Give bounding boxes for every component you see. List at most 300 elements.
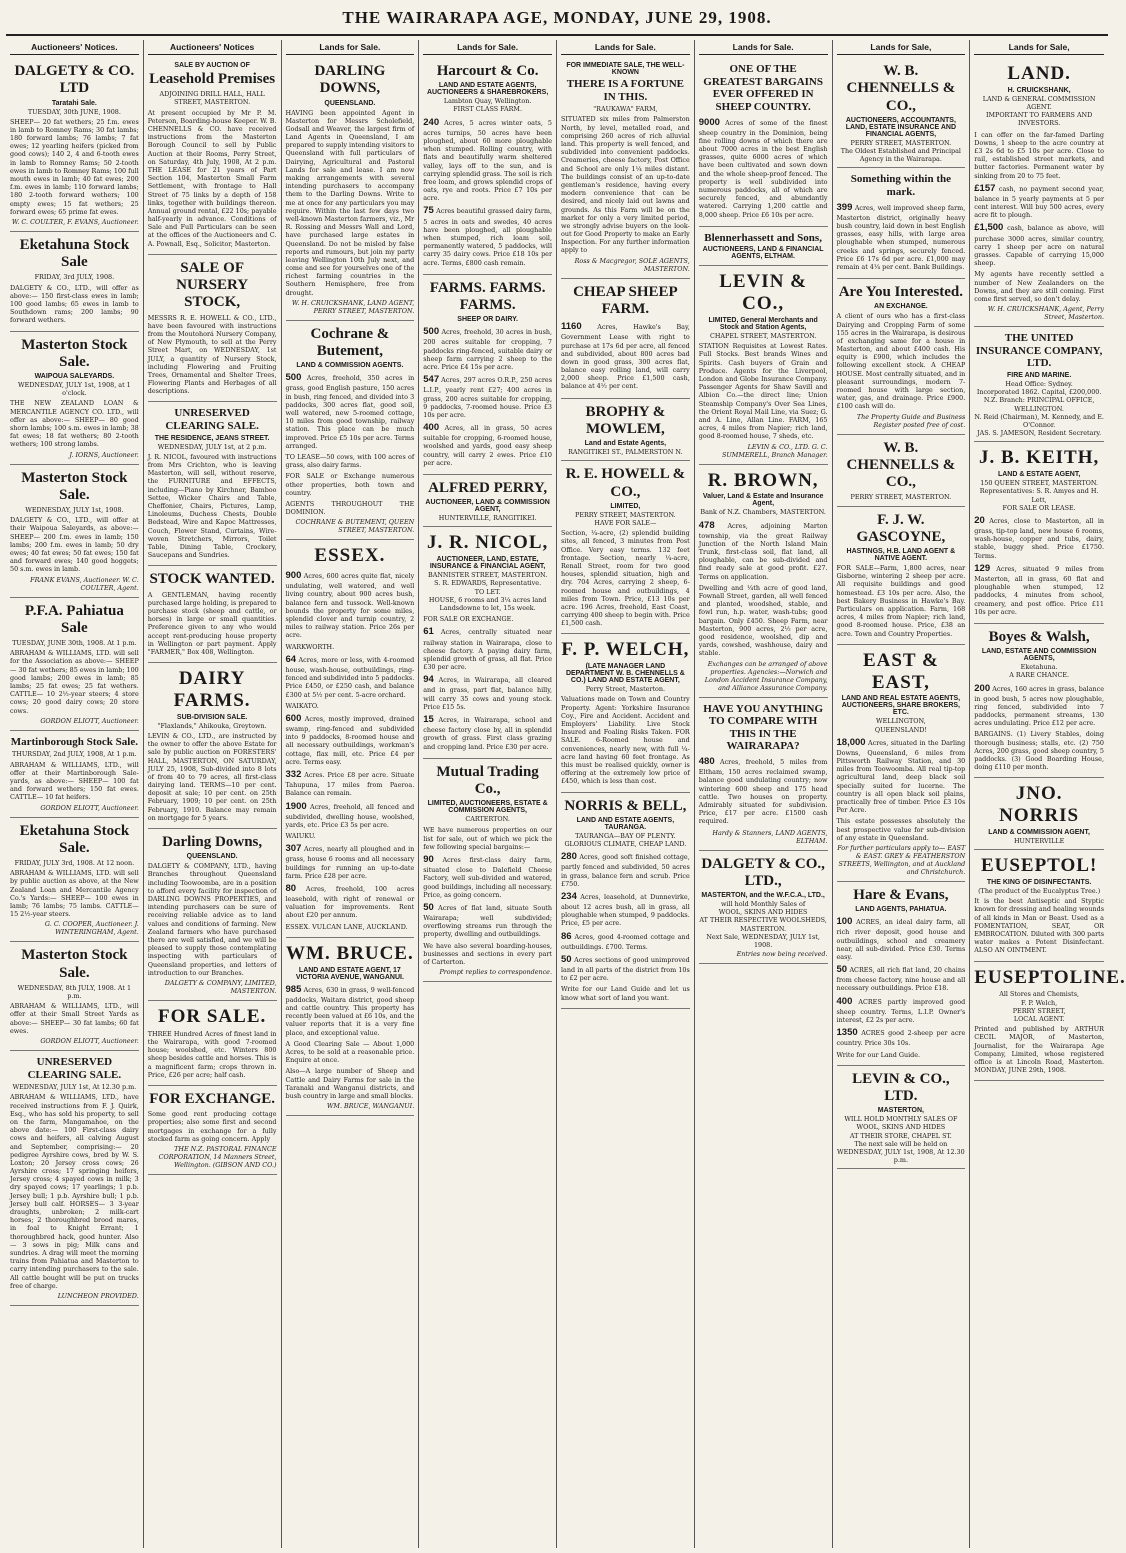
property-listing	[286, 832, 415, 840]
ad-subheading: LIMITED, AUCTIONEERS, ESTATE & COMMISSION AGENTS,	[427, 800, 548, 815]
property-listing	[423, 826, 552, 851]
ad-signature: GORDON ELIOTT, Auctioneer.	[40, 803, 139, 812]
listing-text: WAIKATO.	[285, 701, 319, 710]
ad-body: DALGETY & COMPANY, LTD., having Branches throughout Queensland including Toowoomba, are in a position to afford every facility for inspection of DARLING DOWNS PROPERTIES, and intending purchasers can be sure of receiving reliable advice as to land values and conditions of farming. New Zealand farmers who have purchased there are well satisfied, and we will be pleased to supply those contemplating inspecting with particulars of Queensland properties, and letters of introduction to our Branches.	[147, 862, 277, 977]
property-listing	[699, 520, 828, 581]
ad-subheading: AUCTIONEERS, LAND & FINANCIAL AGENTS, ELTHAM.	[702, 246, 824, 261]
ad-subheading: AUCTIONEERS, ACCOUNTANTS, LAND, ESTATE INSURANCE AND FINANCIAL AGENTS,	[845, 116, 957, 138]
advertisement	[837, 882, 966, 1066]
property-listing	[423, 626, 552, 671]
listing-figure: 400	[423, 422, 440, 434]
advertisement	[10, 232, 139, 332]
listing-figure: £157	[974, 182, 996, 194]
listing-figure: 1160	[561, 321, 582, 333]
ad-subheading: LAND AND ESTATE AGENT, 17 VICTORIA AVENUE, WANGANUI.	[295, 966, 404, 981]
advertisement	[974, 58, 1104, 327]
property-listing	[561, 931, 690, 951]
ad-heading: Are You Interested.	[838, 284, 964, 301]
listing-figure: 547	[423, 374, 440, 386]
ad-body: A client of ours who has a first-class Dairying and Cropping Farm of some 155 acres in the Wairarapa, is desirous of exchanging same for a house in Masterton, and about £400 cash. His equity is £900, which includes the following excellent stock. A CHEAP HOUSE. Most centrally situated, and in pleasant surroundings, modern 7-roomed house with large section, water, gas, and drainage. Price £900. £100 cash will do.	[836, 312, 966, 411]
ad-heading: Mutual Trading Co.,	[436, 763, 539, 797]
ad-line: S. R. EDWARDS, Representative.	[434, 579, 542, 588]
listing-text: FOR SALE OR EXCHANGE.	[423, 615, 514, 624]
ad-heading: NORRIS & BELL,	[564, 797, 687, 814]
advertisement	[561, 279, 690, 399]
property-listing	[423, 422, 552, 467]
ad-body: This estate possesses absolutely the best prospective value for sub-division of any estate in Queensland.	[836, 817, 966, 842]
ad-line: Next Sale, WEDNESDAY, JULY 1st, 1908.	[706, 932, 820, 950]
advertisement	[423, 759, 552, 982]
advertisement	[699, 58, 828, 227]
ad-line: WOOL, SKINS AND HIDES	[718, 908, 808, 917]
listing-figure: 500	[285, 372, 302, 384]
advertisement	[10, 465, 139, 598]
advertisement	[286, 540, 415, 938]
ad-line: FRIDAY, 3rd JULY, 1908.	[34, 273, 115, 282]
ad-heading: LEVIN & CO.,	[719, 271, 807, 315]
ad-heading: HAVE YOU ANYTHING TO COMPARE WITH THIS IN THE WAIRARAPA?	[703, 702, 824, 753]
ad-line: The Oldest Established and Principal Agency in the Wairarapa.	[840, 146, 961, 164]
ad-line: PERRY STREET, MASTERTON.	[850, 493, 952, 502]
ad-heading: Darling Downs,	[162, 834, 263, 851]
property-listing	[286, 769, 415, 798]
ad-line: FIRST CLASS FARM.	[453, 105, 522, 114]
listing-figure: 1900	[285, 800, 307, 812]
advertisement	[10, 332, 139, 465]
listing-text: Acres, in Wairarapa, all cleared and in grass, part flat, balance hilly, will carry 35 cows and young stock. Price £15 5s.	[423, 676, 552, 711]
ad-line: HUNTERVILLE, RANGITIKEI.	[438, 514, 537, 523]
ad-subheading: LAND AND ESTATE AGENTS, TAURANGA.	[576, 816, 675, 831]
listing-figure: 86	[561, 930, 572, 942]
advertisement	[10, 1051, 139, 1306]
masthead-rule	[6, 34, 1108, 36]
ad-line: HUNTERVILLE	[1013, 837, 1065, 846]
advertisement	[148, 255, 277, 403]
ad-line: TAURANGA—BAY OF PLENTY.	[575, 831, 676, 840]
ad-signature: W. H. CRUICKSHANK, LAND AGENT, PERRY STREET, MASTERTON.	[291, 298, 415, 315]
listing-figure: 64	[285, 653, 297, 665]
page-column	[282, 40, 420, 1548]
ad-line: Representatives: S. R. Amyes and H. Lett,	[979, 487, 1099, 504]
advertisement	[10, 731, 139, 818]
ad-subheading: LIMITED, General Merchants and Stock and Station Agents,	[708, 317, 818, 332]
ad-line: N.Z. Branch: PRINCIPAL OFFICE, WELLINGTON.	[983, 396, 1095, 413]
listing-text: Acres, Hawke's Bay, Government Lease with right to purchase at 17s 6d per acre, all fenced and subdivided, about 800 acres bad down in good grass, 300 acres flat, balance easy rolling land, will carry 2,000 sheep. Price £1,500 cash, balance at 4½ per cent.	[561, 323, 690, 391]
ad-body: My agents have recently settled a number of New Zealanders on the Downs, and they are still coming. First come first served, so don't delay.	[974, 270, 1104, 303]
listing-text: FOR SALE or Exchange numerous other properties, both town and country.	[285, 472, 415, 497]
column-header: Auctioneers' Notices	[148, 40, 277, 55]
listing-figure: 15	[423, 714, 434, 725]
property-listing	[286, 883, 415, 920]
property-listing	[837, 964, 966, 993]
ad-body: ABRAHAM & WILLIAMS, LTD. will sell by public auction as above, at the New Zealand Loan and Mercantile Agency Co.'s Yards:— SHEEP— 100 ewes in lamb; 76 lambs; 75 lambs. CATTLE— 15 2½-year steers.	[10, 869, 139, 919]
ad-subheading: AUCTIONEER, LAND, ESTATE, INSURANCE & FINANCIAL AGENT,	[429, 556, 546, 571]
ad-heading: Masterton Stock Sale.	[21, 336, 128, 370]
advertisement	[286, 938, 415, 1116]
ad-signature: THE N.Z. PASTORAL FINANCE CORPORATION, 14 Manners Street, Wellington. (GIBSON AND CO.)	[158, 1144, 277, 1169]
listing-figure: 399	[836, 201, 853, 213]
ad-heading: FOR EXCHANGE.	[149, 1090, 276, 1107]
ad-body: ESSEX. VULCAN LANE, AUCKLAND.	[285, 922, 408, 931]
ad-signature: W. C. COULTER, F. EVANS, Auctioneer.	[11, 217, 139, 226]
advertisement	[699, 227, 828, 267]
property-listing	[286, 713, 415, 766]
property-listing	[974, 222, 1104, 267]
listing-text: Acres, 160 acres in grass, balance in good bush, 5 acres now ploughable, ring fenced, subdivided into 7 paddocks, permanent streams, 130 acres undulating. Price £12 per acre.	[974, 684, 1104, 728]
ad-subheading: AN EXCHANGE.	[874, 303, 928, 311]
advertisement	[837, 1066, 966, 1170]
ad-line: "Flaxlands," Ahikouka, Greytown.	[157, 721, 267, 730]
listing-figure: 500	[423, 326, 440, 338]
ad-signature: LEVIN & CO., LTD. G. C. SUMMERELL, Branch Manager.	[722, 442, 828, 459]
ad-body: ABRAHAM & WILLIAMS, LTD., have received instructions from F. J. Quirk, Esq., who has sold his property, to sell on the farm, Mangamahoe, on the above date:— 100 First-class dairy cows and heifers, all calving August and September, comprising:— 20 pedigree Ayrshire cows, bred by W. S. Loxton; 20 Jersey cross cows; 26 Ayrshire cross; 17 springing heifers, Jersey cross; 4 spayed cows in milk; 3 dry spayed cows; 17 yearlings; 1 p.b. Jersey bull; 1 p.b. Ayrshire bull; 1 p.b. Jersey bull calf. HORSES— 3 3-year draughts, unbroken; 2 milk-cart horses; 2 thoroughbred brood mares, in foal to Knight Errant; 1 thoroughbred hack, good hunter. Also— 3 sows in pig; Milk cans and sundries. A drag will meet the morning trains from Pahiatua and Masterton to carry intending purchasers to the sale. All cattle bought will be put on trucks free of charge.	[10, 1093, 139, 1290]
ad-heading: FARMS. FARMS. FARMS.	[429, 279, 546, 313]
ad-line: WEDNESDAY, JULY 1st, At 12.30 p.m.	[12, 1083, 137, 1092]
ad-heading: SALE OF NURSERY STOCK,	[176, 259, 249, 311]
listing-figure: 332	[285, 768, 302, 780]
ad-body: BARGAINS. (1) Livery Stables, doing thorough business; stalls, etc. (2) 750 Acres, 200 grass, good sheep country, 5 paddocks. (3) Good Boarding House, doing £110 per month.	[974, 730, 1104, 772]
ad-line: All Stores and Chemists,	[999, 990, 1080, 999]
listing-text: Acres first-class dairy farm, situated close to Dalefield Cheese Factory, well sub-divided and watered, good buildings, including all necessary. Price, as going concern.	[423, 855, 552, 899]
page-column	[144, 40, 282, 1548]
property-listing	[423, 902, 552, 939]
ad-line: CARTERTON.	[465, 815, 510, 824]
masthead	[0, 0, 1114, 40]
advertisement	[286, 321, 415, 540]
ad-heading: Leasehold Premises	[149, 71, 276, 87]
ad-heading: STOCK WANTED.	[149, 571, 275, 588]
columns	[6, 40, 1126, 1548]
property-listing	[561, 321, 690, 390]
ad-subheading: AUCTIONEER, LAND & COMMISSION AGENT,	[425, 499, 550, 514]
ad-heading: EUSEPTOLINE.	[974, 966, 1126, 988]
ad-heading: ALFRED PERRY,	[428, 479, 548, 496]
advertisement	[699, 698, 828, 851]
ad-body: Valuations made on Town and Country Property. Agent: Yorkshire Insurance Coy., Fire and Accident. Accident and Employers' Liability. Live Stock Insured and Foaling Risks Taken. FOR SALE. 6-Roomed house and conveniences, nearly new, with full ¼-acre land having 60 feet frontage. As this must be realised quickly, owner is offering at the extremely low price of £450, which is less than cost.	[561, 695, 690, 786]
listing-text: Acres, freehold, 5 miles from Eltham, 150 acres reclaimed swamp, balance good undulating country; now wintering 600 sheep and 175 head cattle. Two houses on property. Admirably situated for subdivision. Price, £17 per acre. £1500 cash required.	[698, 758, 828, 826]
ad-body: FOR SALE—Farm, 1,800 acres, near Gisborne, wintering 2 sheep per acre. All requisite buildings and good homestead. £3 10s per acre. Also, the best Bakery Business in Hawke's Bay. Particulars on application. Farm, 168 acres, 4 miles from Napier; rich land, good 8-roomed house. Price, £38 an acre. Town and Country Properties.	[836, 564, 966, 638]
ad-body: Write for our Land Guide.	[836, 1050, 921, 1059]
ad-line: WEDNESDAY, JULY 1st, 1908.	[25, 506, 124, 515]
advertisement	[837, 435, 966, 507]
listing-text: Acres, freehold, 100 acres leasehold, with right of renewal or valuation for improvements. Rent about £20 per annum.	[285, 884, 415, 920]
listing-figure: £1,500	[974, 222, 1004, 234]
ad-heading: Blennerhassett and Sons,	[704, 231, 822, 244]
advertisement	[699, 465, 828, 698]
ad-subheading: LAND, ESTATE AND COMMISSION AGENTS,	[981, 648, 1097, 663]
listing-text: Acres, more or less, with 4-roomed house, wash-house, outbuildings, ring-fenced and subdivided into 5 paddocks. Price £450, or £250 cash, and balance £300 at 5½ per cent. 5-acre orchard.	[285, 655, 415, 699]
listing-text: Acres, freehold, all fenced and subdivided, dwelling house, woolshed, yards, etc. Price £3 5s per acre.	[285, 802, 415, 829]
listing-figure: 50	[561, 953, 572, 965]
ad-signature: Exchanges can be arranged of above properties. Agencies:—Norwich and London Accident Insurance Company, and Alliance Assurance Company.	[704, 659, 828, 692]
ad-subheading: (LATE MANAGER LAND DEPARTMENT W. B. CHENNELLS & CO.) LAND AND ESTATE AGENT,	[565, 663, 685, 685]
property-listing	[423, 674, 552, 711]
property-listing	[837, 1027, 966, 1047]
property-listing	[837, 737, 966, 815]
ad-heading: ONE OF THE GREATEST BARGAINS EVER OFFERED IN SHEEP COUNTRY.	[703, 63, 823, 113]
listing-figure: 9000	[698, 116, 720, 128]
ad-line: WEDNESDAY, 8th JULY, 1908. At 1 p.m.	[17, 983, 132, 1001]
listing-text: Acres, adjoining Marton township, via the great Railway Junction of the North Island Main Trunk, first-class soil, flat land, all ploughable, can be sub-divided and find ready sale at good profit. £27. Terms on application.	[698, 521, 828, 581]
ad-line: "RAUKAWA" FARM,	[593, 105, 658, 114]
ad-heading: EUSEPTOL!	[980, 855, 1098, 877]
property-listing	[974, 563, 1104, 616]
ad-subheading: HASTINGS, H.B. LAND AGENT & NATIVE AGENT.	[846, 548, 956, 562]
ad-signature: Hardy & Stanners, LAND AGENTS, ELTHAM.	[712, 828, 828, 845]
ad-heading: CHEAP SHEEP FARM.	[573, 283, 678, 317]
column-header: Auctioneers' Notices.	[10, 40, 139, 55]
ad-heading: W. B. CHENNELLS & CO.,	[846, 63, 956, 114]
ad-heading: UNRESERVED CLEARING SALE.	[165, 407, 259, 433]
ad-heading: R. E. HOWELL & CO.,	[565, 466, 686, 500]
listing-text: Acres, 297 acres O.R.P., 250 acres L.I.P., yearly rent £27; 400 acres in grass, 200 acres suitable for cropping, 9 paddocks, 7-roomed house. Price £3 10s per acre.	[423, 376, 552, 419]
ad-heading: DARLING DOWNS,	[314, 63, 386, 97]
ad-subheading: WAIPOUA SALEYARDS.	[34, 373, 115, 381]
ad-signature: Entries now being received.	[736, 950, 828, 959]
advertisement	[10, 58, 139, 232]
ad-subheading: H. CRUICKSHANK,	[1007, 86, 1071, 94]
advertisement	[10, 598, 139, 731]
ad-line: Eketahuna.	[1020, 663, 1058, 672]
ad-heading: Something within the mark.	[850, 173, 951, 198]
ad-heading: Martinborough Stock Sale.	[10, 735, 138, 748]
property-listing	[286, 372, 415, 450]
ad-line: (The product of the Eucalyptus Tree.)	[978, 887, 1101, 896]
advertisement	[148, 58, 277, 255]
property-listing	[837, 202, 966, 271]
ad-subheading: LAND AND ESTATE AGENTS, AUCTIONEERS & SHAREBROKERS,	[426, 82, 549, 97]
ad-line: The next sale will be held on WEDNESDAY, JULY 1st, 1908, At 12.30 p.m.	[837, 1139, 965, 1165]
ad-line: QUEENSLAND!	[874, 725, 927, 734]
advertisement	[423, 475, 552, 527]
ad-line: JAS. S. JAMESON, Resident Secretary.	[977, 429, 1102, 438]
listing-text: cash, balance as above, will purchase 3000 acres, similar country, carry 1 sheep per acre on natural grasses. Capable of carrying 15,000 sheep.	[974, 224, 1104, 268]
property-listing	[286, 843, 415, 880]
ad-line: THURSDAY, 2nd JULY, 1908, At 1 p.m.	[12, 750, 137, 759]
ad-subheading: LAND AGENTS, PAHIATUA.	[855, 906, 947, 914]
advertisement	[837, 58, 966, 168]
ad-line: BANNISTER STREET, MASTERTON.	[428, 571, 548, 580]
ad-subheading: LAND & COMMISSION AGENTS.	[296, 362, 404, 370]
listing-text: WARKWORTH.	[285, 642, 335, 651]
property-listing	[286, 1040, 415, 1065]
property-listing	[286, 702, 415, 710]
ad-body: STATION Requisites at Lowest Rates. Full Stocks. Best brands Wines and Spirits. Cash buyers of Grain and Produce. Agents for the Liverpool, London and Globe Insurance Company. Passenger Agents for Shaw Savill and Albion Co.—the direct line; Union Steamship Company's Over Sea Lines, the Orient Royal Mail Line, via Suez; G. and A. Line, Allan Line. FARM, 165 acres, 4 miles from Napier; rich land, good 8-roomed house, 7 sheds, etc.	[698, 342, 828, 441]
advertisement	[148, 829, 277, 1001]
property-listing	[286, 453, 415, 469]
ad-body: THREE Hundred Acres of finest land in the Wairarapa, with good 7-roomed house; woolshed, etc. Winters 800 sheep besides cattle and horses. This is a magnificent farm; crops thrown in. Price, £26 per acre; half cash.	[147, 1029, 277, 1079]
ad-subheading: FIRE AND MARINE.	[1006, 372, 1072, 380]
property-listing	[286, 472, 415, 497]
property-listing	[974, 515, 1104, 560]
listing-text: Acres, centrally situated near railway station in Wairarapa, close to cheese factory. A paying dairy farm, splendid growth of grass, all flat. Price £30 per acre.	[423, 628, 552, 672]
ad-heading: J. R. NICOL,	[426, 532, 549, 554]
advertisement	[837, 168, 966, 279]
advertisement	[423, 58, 552, 275]
ad-subheading: QUEENSLAND.	[324, 99, 376, 107]
ad-line: F. P. Welch,	[1021, 998, 1058, 1007]
listing-text: TO LEASE—50 cows, with 100 acres of grass, also dairy farms.	[285, 452, 415, 470]
ad-line: WELLINGTON,	[876, 717, 926, 726]
advertisement	[974, 778, 1104, 850]
listing-text: Acres, freehold, 350 acres in grass, good English pasture, 150 acres in bush, ring fenced, and divided into 3 paddocks, 300 acres flat, good soil, well watered, new 5-roomed cottage, 10 miles from good township, railway station. This place can be much improved. Price £5 10s per acre. Terms arranged.	[285, 374, 415, 450]
ad-body: At present occupied by Mr P. M. Peterson, Boarding-house Keeper. W. B. CHENNELLS & CO. have received instructions from the Masterton Borough Council to sell by Public Auction at their Rooms, Perry Street, on Saturday, 4th July, 1908, At 2 p.m. THE LEASE for 21 years of Part Section 104, Masterton Small Farm Settlement, with frontage to Hall Street of 75 links by a depth of 158 links, together with buildings thereon. Annual ground rental, £22 10s; payable half-yearly in advance. Conditions of Sale and Full Particulars can be seen at the offices of the Auctioneers and C. A. Pownall, Esq., Solicitor, Masterton.	[147, 108, 277, 248]
listing-text: ACRES partly improved good sheep country. Terms, L.I.P. Owner's interest, £2 2s per acre.	[836, 997, 966, 1024]
listing-figure: 900	[285, 570, 302, 582]
column-header: Lands for Sale.	[286, 40, 415, 55]
ad-line: 150 QUEEN STREET, MASTERTON.	[980, 479, 1099, 488]
property-listing	[699, 117, 828, 219]
ad-signature: LUNCHEON PROVIDED.	[57, 1291, 139, 1300]
property-listing	[286, 570, 415, 639]
ad-heading: DALGETY & CO., LTD.,	[701, 855, 825, 889]
ad-line: LOCAL AGENT.	[1013, 1015, 1065, 1024]
property-listing	[423, 374, 552, 419]
listing-text: Acres, freehold, 30 acres in bush, 200 acres suitable for cropping, 7 paddocks ring-fenced, suitable dairy or sheep farm carrying 2 sheep to the acre. Price £4 15s per acre.	[423, 328, 552, 371]
listing-text: ACRES, an ideal dairy farm, all rich river deposit, good house and outbuildings, school and creamery near, all sub-divided. Price £30. Terms easy.	[836, 918, 966, 961]
advertisement	[286, 58, 415, 321]
ad-heading: LAND.	[1007, 63, 1071, 84]
ad-body: LEVIN & CO., LTD., are instructed by the owner to offer the above Estate for sale by public auction on FORESTERS' HALL, MASTERTON, ON SATURDAY, JULY 25, 1908, Sub-divided into 8 lots of from 40 to 79 acres, all first-class dairying land. TERMS—10 per cent. deposit at sale; 10 per cent. on 25th February, 1909; 10 per cent. on 25th February, 1910. Balance may remain on mortgage for 5 years.	[147, 731, 277, 822]
column-header: Lands for Sale.	[423, 40, 552, 55]
advertisement	[561, 793, 690, 1009]
ad-subheading: FOR IMMEDIATE SALE, THE WELL-KNOWN	[566, 62, 685, 76]
property-listing	[423, 205, 552, 266]
ad-signature: W. H. CRUICKSHANK, Agent, Perry Street, Masterton.	[987, 305, 1104, 322]
ad-heading: F. J. W. GASCOYNE,	[856, 511, 946, 545]
listing-figure: 1350	[836, 1027, 858, 1039]
ad-body: ABRAHAM & WILLIAMS, LTD., will offer at their Small Street Yards as above:— SHEEP— 30 fat lambs; 60 fat ewes.	[10, 1002, 139, 1035]
ad-heading: UNRESERVED CLEARING SALE.	[27, 1055, 122, 1081]
advertisement	[974, 962, 1126, 1082]
ad-heading: J. B. KEITH,	[979, 447, 1100, 469]
ad-subheading: SUB-DIVISION SALE.	[176, 713, 248, 721]
property-listing	[837, 916, 966, 961]
property-listing	[286, 801, 415, 830]
listing-text: cash, no payment second year, balance in 5 yearly payments at 5 per cent interest. Will buy 500 acres, every acre fit to plough.	[974, 184, 1104, 220]
listing-figure: 80	[285, 882, 297, 894]
ad-subheading: LAND & COMMISSION AGENT,	[988, 829, 1090, 837]
advertisement	[148, 566, 277, 663]
advertisement	[974, 442, 1104, 624]
ad-subheading: Valuer, Land & Estate and Insurance Agent,	[702, 493, 824, 508]
ad-body: MESSRS R. E. HOWELL & CO., LTD., have been favoured with instructions from the Moutohorá Nursery Company, of New Plymouth, to sell at the Perry Street Mart, on WEDNESDAY, 1st JULY, a quantity of Nursery Stock, including Flowering and Fruiting Trees, Ornamental and Shelter Trees, Flowering Plants and Herbages of all descriptions.	[147, 313, 277, 396]
ad-heading: P.F.A. Pahiatua Sale	[24, 602, 124, 636]
ad-line: GLORIOUS CLIMATE, CHEAP LAND.	[564, 839, 687, 848]
ad-body: We have also several boarding-houses, businesses and sections in every part of Carterton.	[423, 941, 552, 966]
ad-subheading: MASTERTON, and the W.F.C.A., LTD.,	[701, 892, 825, 900]
property-listing	[286, 984, 415, 1037]
advertisement	[974, 624, 1104, 778]
advertisement	[10, 818, 139, 943]
listing-text: Acres, good soft finished cottage, partly fenced and subdivided, 50 acres in grass, balance fern and scrub. Price £750.	[561, 853, 690, 888]
property-listing	[561, 851, 690, 888]
property-listing	[423, 854, 552, 899]
page-column	[6, 40, 144, 1548]
property-listing	[561, 891, 690, 928]
property-listing	[286, 654, 415, 699]
ad-signature: Ross & Macgregor, SOLE AGENTS, MASTERTON.	[574, 256, 690, 273]
ad-line: IMPORTANT TO FARMERS AND INVESTORS.	[985, 111, 1093, 128]
advertisement	[837, 645, 966, 882]
advertisement	[699, 851, 828, 965]
advertisement	[561, 634, 690, 792]
ad-subheading: THE RESIDENCE, JEANS STREET.	[154, 434, 270, 442]
ad-signature: Prompt replies to correspondence.	[439, 968, 552, 977]
ad-subheading: MASTERTON,	[877, 1107, 924, 1115]
advertisement	[974, 850, 1104, 961]
ad-line: PERRY STREET, MASTERTON.	[850, 138, 952, 147]
ad-line: TUESDAY, JUNE 30th, 1908. At 1 p.m.	[12, 639, 137, 648]
property-listing	[974, 131, 1104, 180]
listing-figure: 129	[974, 562, 991, 574]
listing-figure: 50	[423, 901, 434, 913]
ad-heading: FOR SALE.	[158, 1005, 267, 1027]
advertisement	[148, 663, 277, 829]
property-listing	[423, 615, 552, 623]
ad-heading: Masterton Stock Sale.	[21, 947, 128, 981]
ad-heading: F. P. WELCH,	[561, 639, 690, 661]
property-listing	[423, 714, 552, 751]
listing-text: Acres, situated 9 miles from Masterton, all in grass, 60 flat and ploughable when stumped, 12 paddocks, 4 minutes from school, creamery, and post office. Price £11 10s per acre.	[974, 564, 1104, 616]
listing-text: Acres, 600 acres quite flat, nicely undulating, well watered, and well living country, about 900 acres bush, balance fern and tussock. Well-known bounds the property for some miles, splendid clover and turnip country, 2 miles to railway station. Price 26s per acre.	[285, 572, 415, 640]
ad-line: Incorporated 1862. Capital, £200,000.	[976, 388, 1102, 397]
property-listing	[974, 683, 1104, 728]
advertisement	[837, 279, 966, 435]
property-listing	[286, 643, 415, 651]
ad-line: PERRY STREET,	[1012, 1006, 1066, 1015]
ad-body: Some good rent producing cottage properties; also some first and second mortgages in exchange for a fully stocked farm as going concern. Apply	[147, 1110, 277, 1143]
listing-figure: 75	[423, 205, 434, 217]
ad-signature: G. C. COOPER, Auctioneer. J. WINTERINGHAM, Agent.	[44, 920, 139, 937]
ad-signature: J. IORNS, Auctioneer.	[69, 450, 139, 459]
page-column	[695, 40, 833, 1548]
ad-subheading: SHEEP OR DAIRY.	[457, 316, 518, 324]
ad-line: will hold Monthly Sales of	[721, 900, 806, 909]
ad-line: WEDNESDAY, JULY 1st, at 2 p.m.	[157, 442, 267, 451]
property-listing	[561, 954, 690, 983]
advertisement	[423, 527, 552, 758]
listing-figure: 478	[698, 519, 715, 531]
ad-signature: GORDON ELIOTT, Auctioneer.	[40, 716, 139, 725]
listing-figure: 280	[561, 851, 577, 863]
column-header: Lands for Sale.	[561, 40, 690, 55]
listing-figure: 50	[836, 964, 848, 976]
listing-text: Acres, leasehold, at Dunnevirke, about 12 acres bush, all in grass, all ploughable when stumped, 9 paddocks. Price, £5 per acre.	[561, 892, 690, 928]
ad-line: TUESDAY, 30th JUNE, 1908.	[27, 107, 121, 116]
ad-body: DALGETY & CO., LTD., will offer as above:— 150 first-class ewes in lamb; 100 good lambs; 65 ewes in lamb to Southdown rams; 200 lambs; 90 forward wethers.	[10, 283, 139, 325]
ad-subheading: THE KING OF DISINFECTANTS.	[986, 879, 1092, 887]
listing-text: Acres, in Wairarapa, school and cheese factory close by, all in splendid growth of grass. First class grazing and cropping land. Price £30 per acre.	[423, 716, 552, 751]
ad-signature: For further particulars apply to— EAST & EAST. GREY & FEATHERSTON STREETS, Wellington, and at Auckland and Christchurch.	[837, 843, 966, 876]
ad-line: N. Reid (Chairman), M. Kennedy, and E. O'Connor.	[974, 412, 1104, 429]
listing-text: A Good Clearing Sale — About 1,000 Acres, to be sold at a reasonable price. Enquire at once.	[285, 1039, 415, 1065]
ad-heading: DAIRY FARMS.	[173, 668, 251, 711]
ad-heading: Hare & Evans,	[853, 886, 949, 903]
ad-line: LAND & GENERAL COMMISSION AGENT.	[982, 94, 1096, 112]
ad-line: WOOL, SKINS AND HIDES	[856, 1123, 946, 1132]
listing-figure: 90	[423, 853, 434, 865]
ad-body: ABRAHAM & WILLIAMS, LTD., will offer at their Martinborough Sale-yards, as above:— SHEEP— 100 fat and forward wethers; 150 fat ewes. CATTLE— 10 fat heifers.	[10, 760, 139, 802]
listing-figure: 200	[974, 682, 991, 694]
property-listing	[423, 326, 552, 371]
ad-heading: THERE IS A FORTUNE IN THIS.	[566, 78, 685, 103]
ad-line: Perry Street, Masterton.	[585, 685, 666, 694]
ad-body: J. R. NICOL, favoured with instructions from Mrs Crichton, who is leaving Masterton, will sell, without reserve, the FURNITURE and EFFECTS, including—Piano by Kirchner, Bamboo Settee, Wicker Chairs and Table, Cheffonier, Chairs, Pictures, Lamp, Linoleums, Duchess Chests, Double Bedstead, Wire and Kapoc Mattresses, Couch, Flower Stand, Curtains, Wire-woven Stretchers, Mirrors, Toilet Table, Dining Table, Crockery, Saucepans and Sundries.	[147, 452, 277, 560]
ad-line: AT THEIR RESPECTIVE WOOLSHEDS, MASTERTON.	[699, 916, 827, 933]
listing-text: Acres, mostly improved, drained swamp, ring-fenced and subdivided into 9 paddocks, 8-roomed house and all necessary outbuildings, workman's cottage, flax mill, etc. Price £4 per acre. Terms easy.	[285, 714, 415, 766]
advertisement	[974, 327, 1104, 442]
